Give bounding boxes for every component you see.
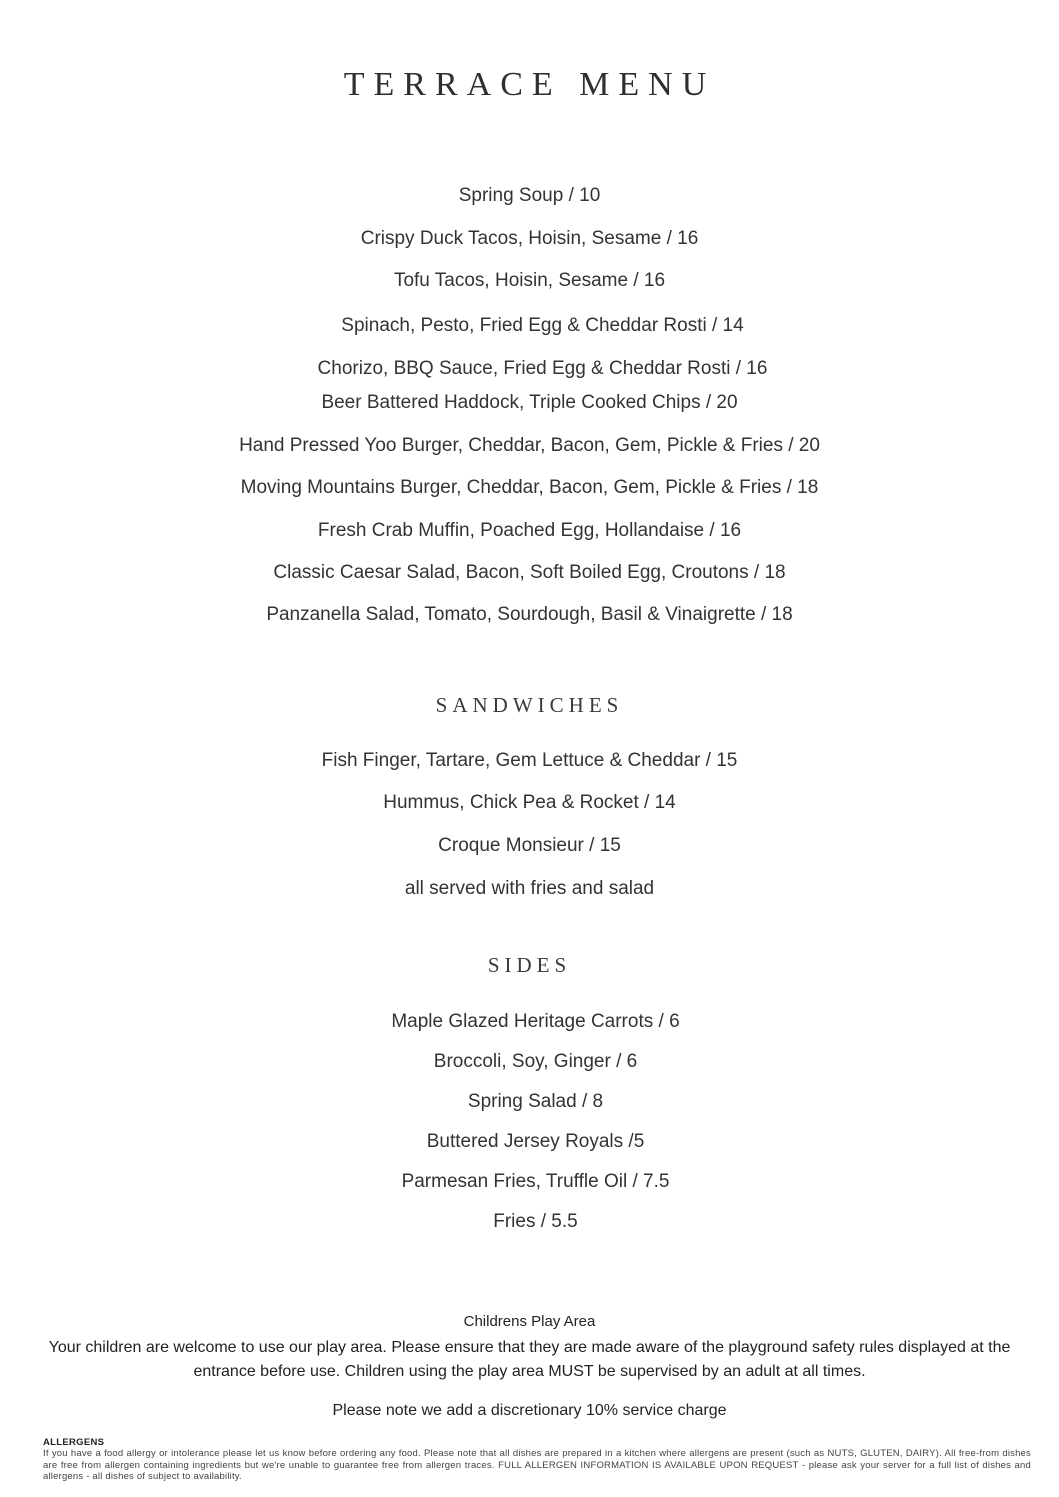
sandwich-item: Fish Finger, Tartare, Gem Lettuce & Cheddar / 15 — [321, 750, 738, 771]
sandwich-item: Croque Monsieur / 15 — [438, 835, 621, 856]
allergens-title: ALLERGENS — [43, 1437, 105, 1448]
side-item: Broccoli, Soy, Ginger / 6 — [433, 1051, 638, 1072]
menu-item: Spring Soup / 10 — [458, 185, 601, 206]
menu-item: Classic Caesar Salad, Bacon, Soft Boiled Egg, Croutons / 18 — [273, 562, 786, 583]
side-item: Parmesan Fries, Truffle Oil / 7.5 — [401, 1171, 670, 1192]
sides-heading: SIDES — [487, 953, 572, 977]
sandwich-item: Hummus, Chick Pea & Rocket / 14 — [383, 792, 676, 813]
allergens-text: If you have a food allergy or intolerance please let us know before ordering any food. Please note that all dishes are prepared in a kitchen where allergens are present (such as NUTS, GLUTEN, DAIRY). All free-from dishes are free from allergen containing ingredients but we're unable to guarantee free from allergen traces. FULL ALLERGEN INFORMATION IS AVAILABLE UPON REQUEST - please ask your server for a full list of dishes and allergens - all dishes of subject to availability. — [43, 1448, 1031, 1482]
sandwiches-note: all served with fries and salad — [404, 878, 655, 899]
side-item: Fries / 5.5 — [493, 1211, 578, 1232]
menu-item: Moving Mountains Burger, Cheddar, Bacon, Gem, Pickle & Fries / 18 — [240, 477, 819, 498]
side-item: Buttered Jersey Royals /5 — [426, 1131, 645, 1152]
menu-item: Beer Battered Haddock, Triple Cooked Chips / 20 — [321, 392, 738, 413]
side-item: Maple Glazed Heritage Carrots / 6 — [391, 1011, 680, 1032]
menu-item: Panzanella Salad, Tomato, Sourdough, Basil & Vinaigrette / 18 — [266, 604, 793, 625]
service-charge-note: Please note we add a discretionary 10% service charge — [332, 1402, 727, 1419]
menu-item: Hand Pressed Yoo Burger, Cheddar, Bacon, Gem, Pickle & Fries / 20 — [239, 435, 820, 456]
menu-item: Fresh Crab Muffin, Poached Egg, Hollandaise / 16 — [317, 520, 742, 541]
menu-item: Chorizo, BBQ Sauce, Fried Egg & Cheddar Rosti / 16 — [317, 358, 768, 379]
play-area-title: Childrens Play Area — [463, 1313, 596, 1330]
menu-item: Tofu Tacos, Hoisin, Sesame / 16 — [393, 270, 666, 291]
side-item: Spring Salad / 8 — [467, 1091, 604, 1112]
menu-title: TERRACE MENU — [343, 66, 716, 103]
sandwiches-heading: SANDWICHES — [435, 693, 624, 717]
menu-item: Spinach, Pesto, Fried Egg & Cheddar Rosti / 14 — [341, 315, 744, 336]
menu-item: Crispy Duck Tacos, Hoisin, Sesame / 16 — [360, 228, 699, 249]
play-area-text: Your children are welcome to use our play area. Please ensure that they are made aware of the playground safety rules displayed at the entrance before use. Children using the play area MUST be supervised by an adult at all times. — [48, 1339, 1011, 1380]
